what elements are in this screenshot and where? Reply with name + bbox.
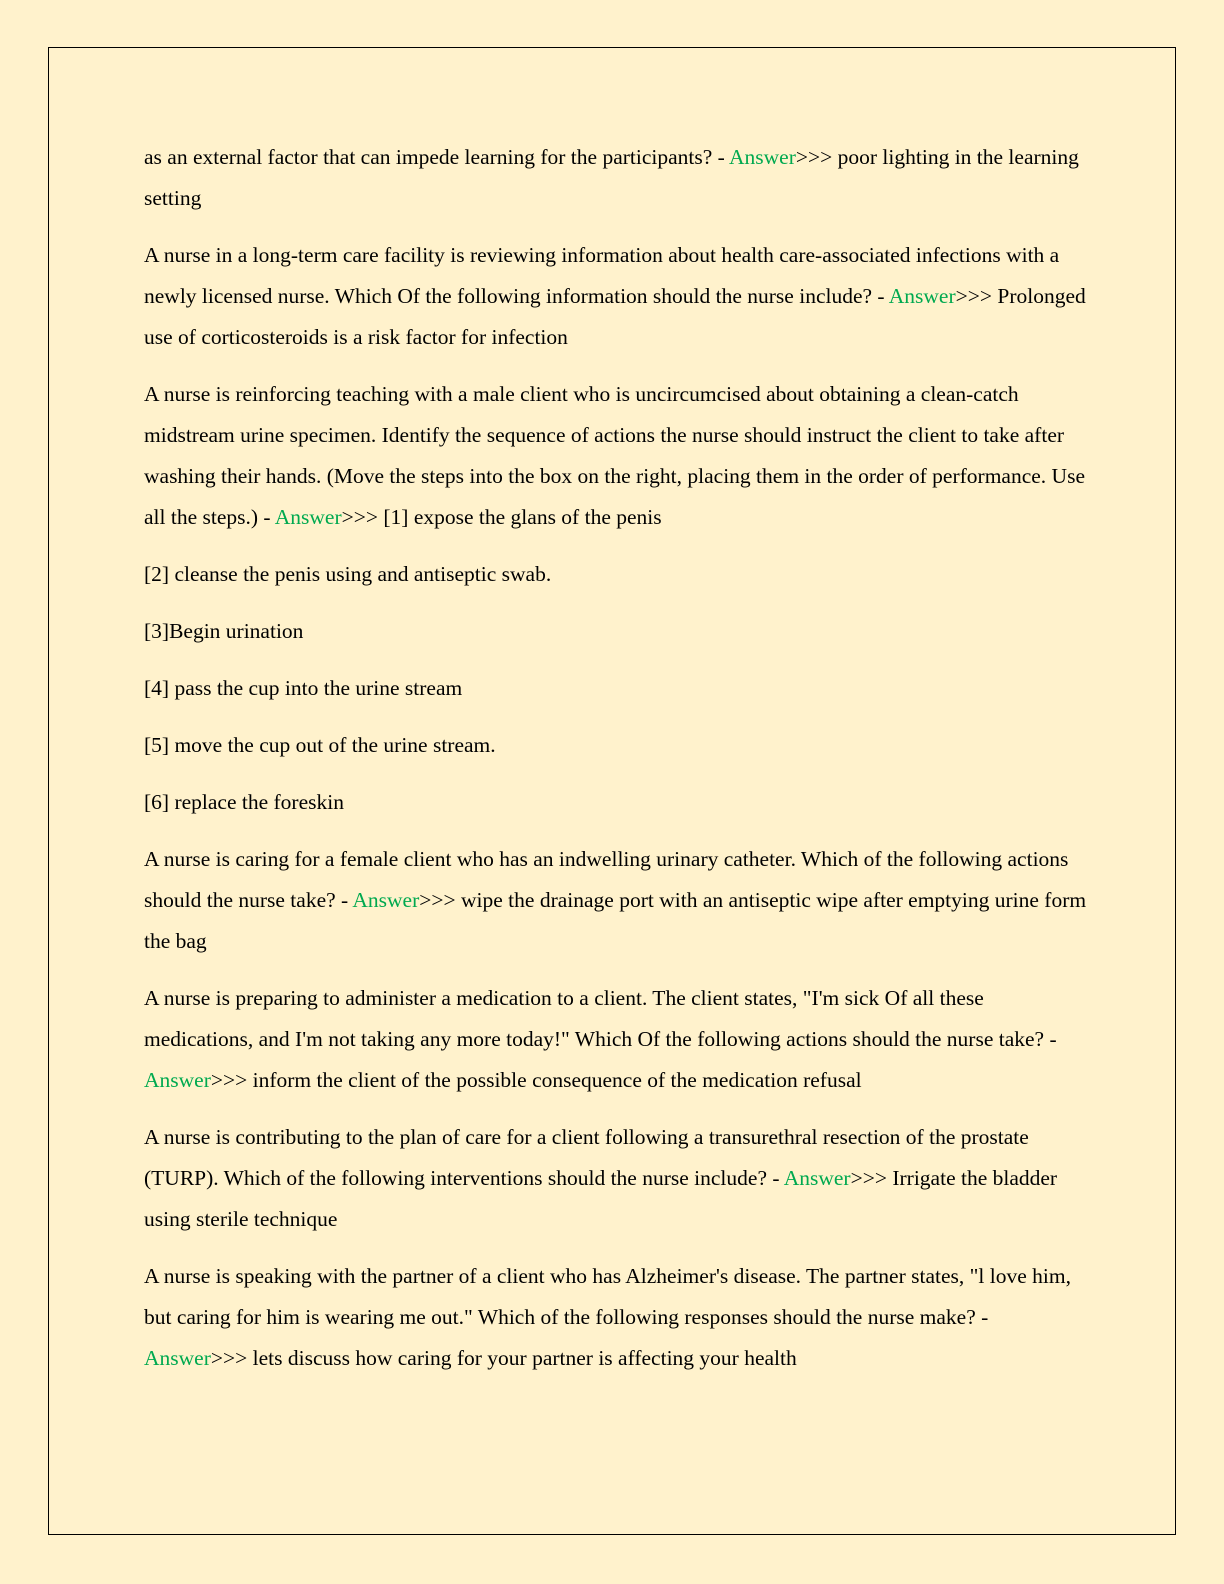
answer-label: Answer [352,888,420,912]
step-text: [3]Begin urination [144,619,304,643]
question-text: A nurse is contributing to the plan of care for a client following a transurethral resection of the prostate (TURP). Which of the following interventions should the nurse include? - [144,1125,1029,1190]
step-item [144,554,1089,595]
qa-paragraph [144,1117,1089,1240]
qa-paragraph [144,1256,1089,1379]
qa-paragraph [144,978,1089,1101]
answer-label: Answer [144,1346,211,1370]
answer-label: Answer [274,505,342,529]
answer-text: >>> lets discuss how caring for your partner is affecting your health [210,1346,797,1370]
qa-paragraph [144,137,1089,219]
answer-text: >>> poor lighting in the learning setting [144,145,1079,210]
question-text: A nurse is preparing to administer a medication to a client. The client states, "I'm sick Of all these medications, and I'm not taking any more today!" Which Of the following actions should the nurse take? - [144,986,1057,1051]
step-text: [4] pass the cup into the urine stream [144,676,463,700]
step-item [144,668,1089,709]
step-item [144,725,1089,766]
question-text: as an external factor that can impede learning for the participants? - [144,145,730,169]
question-text: A nurse in a long-term care facility is reviewing information about health care-associated infections with a newly licensed nurse. Which Of the following information should the nurse include? - [144,243,1060,308]
qa-paragraph [144,374,1089,538]
step-text: [5] move the cup out of the urine stream. [144,733,496,757]
answer-text: >>> inform the client of the possible consequence of the medication refusal [210,1068,862,1092]
step-item [144,782,1089,823]
answer-text: >>> Irrigate the bladder using sterile technique [144,1166,1058,1231]
answer-label: Answer [144,1068,211,1092]
question-text: A nurse is caring for a female client who has an indwelling urinary catheter. Which of the following actions should the nurse take? - [144,847,1069,912]
qa-paragraph [144,839,1089,962]
answer-label: Answer [888,284,956,308]
answer-label: Answer [729,145,796,169]
answer-label: Answer [783,1166,851,1190]
answer-text: >>> [1] expose the glans of the penis [341,505,662,529]
step-text: [2] cleanse the penis using and antiseptic swab. [144,562,552,586]
question-text: A nurse is speaking with the partner of a client who has Alzheimer's disease. The partner states, "l love him, but caring for him is wearing me out." Which of the following responses should the nurse make? - [144,1264,1071,1329]
question-text: A nurse is reinforcing teaching with a male client who is uncircumcised about obtaining a clean-catch midstream urine specimen. Identify the sequence of actions the nurse should instruct the client to take after washing their hands. (Move the steps into the box on the right, placing them in the order of performance. Use all the steps.) - [144,382,1085,529]
step-text: [6] replace the foreskin [144,790,344,814]
qa-paragraph [144,235,1089,358]
answer-text: >>> wipe the drainage port with an antiseptic wipe after emptying urine form the bag [144,888,1087,953]
step-item [144,611,1089,652]
document-body [144,137,1089,1395]
answer-text: >>> Prolonged use of corticosteroids is a risk factor for infection [144,284,1086,349]
